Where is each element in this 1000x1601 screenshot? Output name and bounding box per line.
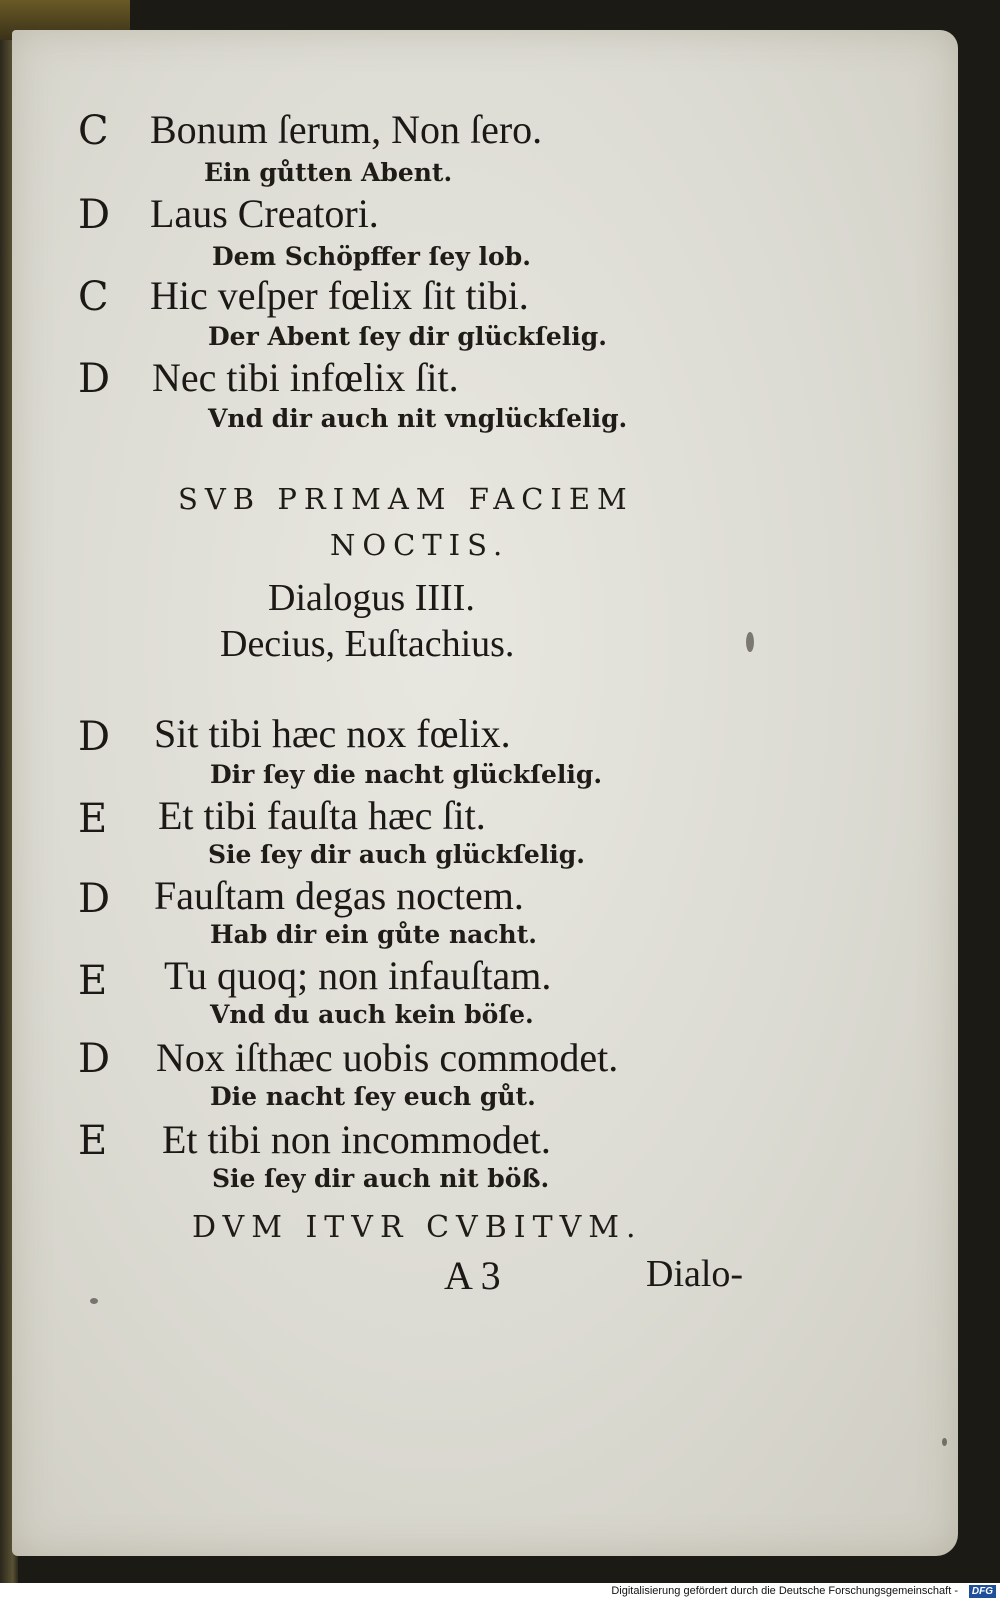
- german-line: Der Abent ſey dir glückſelig.: [208, 322, 607, 351]
- latin-line: Bonum ſerum, Non ſero.: [150, 107, 543, 152]
- latin-line: Tu quoq; non infauſtam.: [164, 953, 552, 998]
- german-line: Ein gůtten Abent.: [204, 158, 453, 187]
- ink-speck: [746, 632, 754, 652]
- latin-line: Nox iſthæc uobis commodet.: [156, 1035, 619, 1080]
- speaker-letter: D: [78, 714, 112, 760]
- german-line: Dem Schöpffer ſey lob.: [212, 242, 531, 271]
- digitization-credit: Digitalisierung gefördert durch die Deutsche Forschungsgemeinschaft -: [611, 1585, 958, 1597]
- latin-line: Laus Creatori.: [150, 191, 379, 236]
- german-line: Dir ſey die nacht glückſelig.: [210, 760, 603, 789]
- german-line: Die nacht ſey euch gůt.: [210, 1082, 536, 1111]
- speaker-letter: C: [78, 108, 110, 154]
- section-heading-line1: SVB PRIMAM FACIEM: [178, 482, 634, 516]
- dialogue-title: Dialogus IIII.: [268, 577, 475, 619]
- speaker-letter: C: [78, 274, 110, 320]
- speaker-letter: E: [78, 1118, 109, 1164]
- catchword: Dialo-: [646, 1253, 744, 1295]
- speaker-letter: E: [78, 958, 109, 1004]
- latin-line: Et tibi fauſta hæc ſit.: [158, 793, 486, 838]
- latin-line: Nec tibi infœlix ſit.: [152, 355, 459, 400]
- latin-line: Sit tibi hæc nox fœlix.: [154, 711, 511, 756]
- latin-line: Et tibi non incommodet.: [162, 1117, 551, 1162]
- next-section-heading: DVM ITVR CVBITVM.: [192, 1210, 643, 1245]
- ink-speck: [90, 1298, 98, 1304]
- speaker-letter: E: [78, 796, 109, 842]
- ink-speck: [942, 1438, 947, 1446]
- german-line: Hab dir ein gůte nacht.: [210, 920, 537, 949]
- dialogue-persons: Decius, Euſtachius.: [220, 623, 515, 665]
- speaker-letter: D: [78, 876, 112, 922]
- section-heading-line2: NOCTIS.: [330, 528, 510, 562]
- german-line: Sie ſey dir auch glückſelig.: [208, 840, 585, 869]
- latin-line: Hic veſper fœlix ſit tibi.: [150, 273, 529, 318]
- speaker-letter: D: [78, 192, 112, 238]
- speaker-letter: D: [78, 1036, 112, 1082]
- german-line: Sie ſey dir auch nit böß.: [212, 1164, 550, 1193]
- german-line: Vnd du auch kein böſe.: [210, 1000, 534, 1029]
- german-line: Vnd dir auch nit vnglückſelig.: [208, 404, 628, 433]
- dfg-logo: DFG: [969, 1585, 996, 1598]
- speaker-letter: D: [78, 356, 112, 402]
- signature-mark: A 3: [444, 1253, 501, 1298]
- book-page: [12, 30, 958, 1556]
- latin-line: Fauſtam degas noctem.: [154, 873, 524, 918]
